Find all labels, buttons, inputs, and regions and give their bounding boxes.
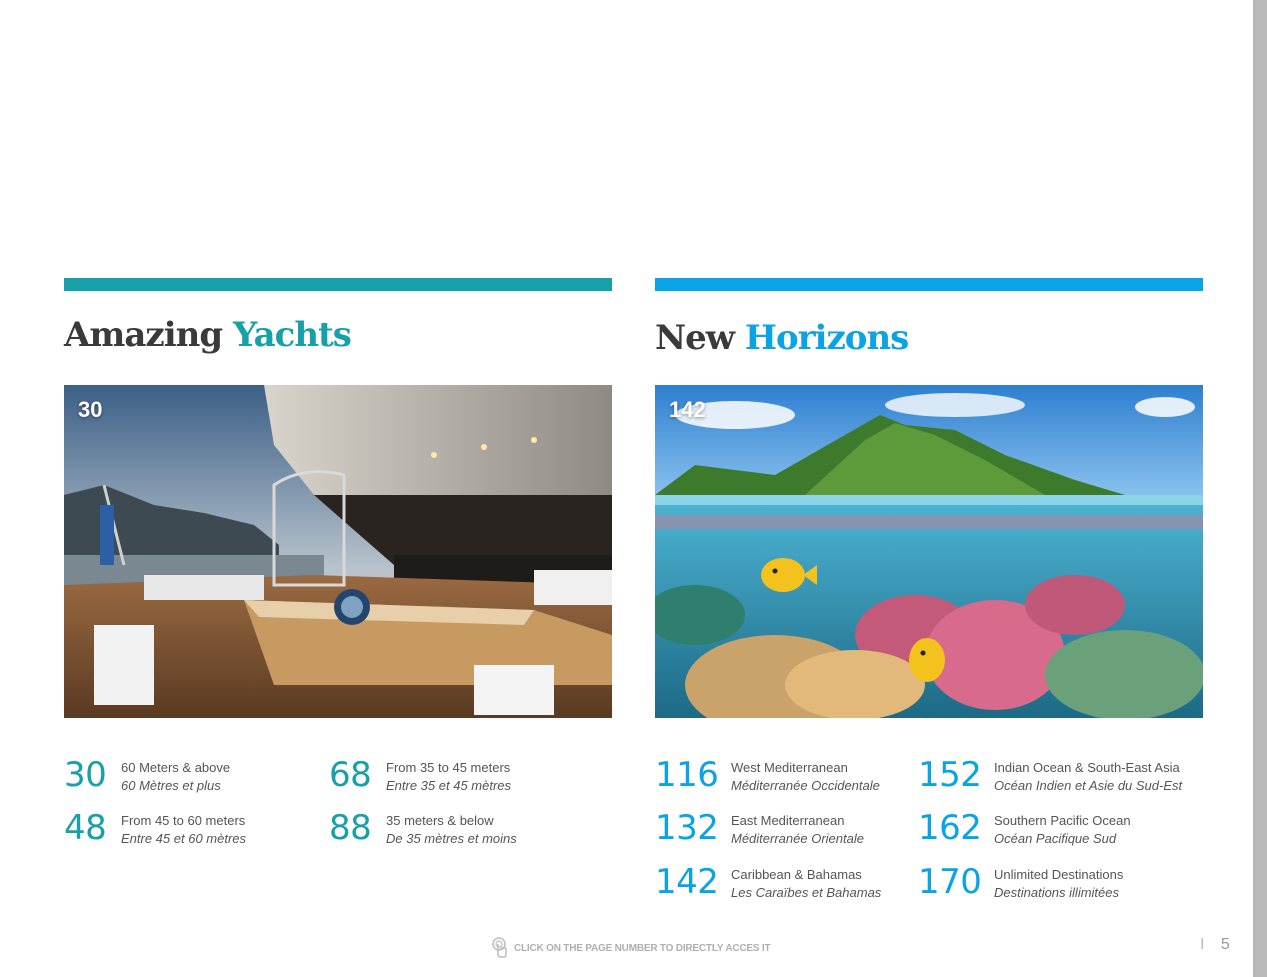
entry-title-en: 60 Meters & above: [121, 760, 231, 775]
entry-title-fr: Entre 35 et 45 mètres: [386, 778, 512, 793]
entry-title-en: Caribbean & Bahamas: [731, 867, 862, 882]
index-entry[interactable]: [64, 808, 324, 851]
title-accent-word: Yachts: [232, 315, 351, 355]
yacht-deck-photo[interactable]: [64, 385, 612, 718]
section-rule: [655, 278, 1203, 291]
entry-page-number[interactable]: 170: [918, 862, 982, 902]
entry-page-number[interactable]: 116: [655, 755, 719, 795]
entry-page-number[interactable]: 132: [655, 808, 719, 848]
entry-title-en: West Mediterranean: [731, 760, 848, 775]
index-entry[interactable]: [655, 808, 917, 851]
page-separator: I: [1200, 936, 1205, 953]
footer-hint: [490, 938, 770, 958]
page-indicator: [1200, 936, 1230, 954]
title-word: New: [655, 318, 734, 358]
entry-title-fr: Les Caraïbes et Bahamas: [731, 885, 882, 900]
entry-page-number[interactable]: 30: [64, 755, 107, 795]
index-entry[interactable]: [655, 862, 917, 905]
yacht-deck-image: [64, 385, 612, 718]
title-word: Amazing: [64, 315, 223, 355]
entry-title-fr: 60 Mètres et plus: [121, 778, 221, 793]
entry-title-en: East Mediterranean: [731, 813, 845, 828]
entry-page-number[interactable]: 68: [329, 755, 372, 795]
footer-hint-text: CLICK ON THE PAGE NUMBER TO DIRECTLY ACCES IT: [514, 942, 771, 954]
page-number: 5: [1220, 936, 1230, 953]
photo-page-number[interactable]: 142: [669, 397, 706, 422]
entry-title-en: From 35 to 45 meters: [386, 760, 511, 775]
entry-title-en: Southern Pacific Ocean: [994, 813, 1131, 828]
title-accent-word: Horizons: [744, 318, 909, 358]
index-entry[interactable]: [329, 808, 589, 851]
entry-title-fr: Océan Indien et Asie du Sud-Est: [994, 778, 1183, 793]
entry-page-number[interactable]: 48: [64, 808, 107, 848]
entry-title-fr: Méditerranée Orientale: [731, 831, 864, 846]
entry-title-fr: De 35 mètres et moins: [386, 831, 517, 846]
entry-title-fr: Océan Pacifique Sud: [994, 831, 1117, 846]
entry-title-en: From 45 to 60 meters: [121, 813, 246, 828]
entry-page-number[interactable]: 142: [655, 862, 719, 902]
entry-title-fr: Destinations illimitées: [994, 885, 1119, 900]
index-entry[interactable]: [918, 755, 1203, 798]
section-title: [64, 315, 612, 355]
scrollbar[interactable]: [1253, 0, 1267, 977]
coral-reef-photo[interactable]: [655, 385, 1203, 718]
section-rule: [64, 278, 612, 291]
touch-hand-icon: [490, 937, 508, 959]
entry-title-en: 35 meters & below: [386, 813, 494, 828]
entry-title-en: Indian Ocean & South-East Asia: [994, 760, 1180, 775]
entry-title-fr: Méditerranée Occidentale: [731, 778, 880, 793]
index-entry[interactable]: [329, 755, 589, 798]
entry-title-en: Unlimited Destinations: [994, 867, 1124, 882]
photo-page-number[interactable]: 30: [78, 397, 103, 422]
section-title: [655, 318, 1203, 358]
entry-page-number[interactable]: 152: [918, 755, 982, 795]
index-entry[interactable]: [918, 862, 1203, 905]
island-reef-image: [655, 385, 1203, 718]
index-entry[interactable]: [918, 808, 1203, 851]
entry-page-number[interactable]: 162: [918, 808, 982, 848]
entry-page-number[interactable]: 88: [329, 808, 372, 848]
amazing-yachts-section: [64, 278, 612, 848]
new-horizons-section: [655, 278, 1203, 902]
entry-title-fr: Entre 45 et 60 mètres: [121, 831, 247, 846]
index-entry[interactable]: [655, 755, 917, 798]
index-entry[interactable]: [64, 755, 324, 798]
